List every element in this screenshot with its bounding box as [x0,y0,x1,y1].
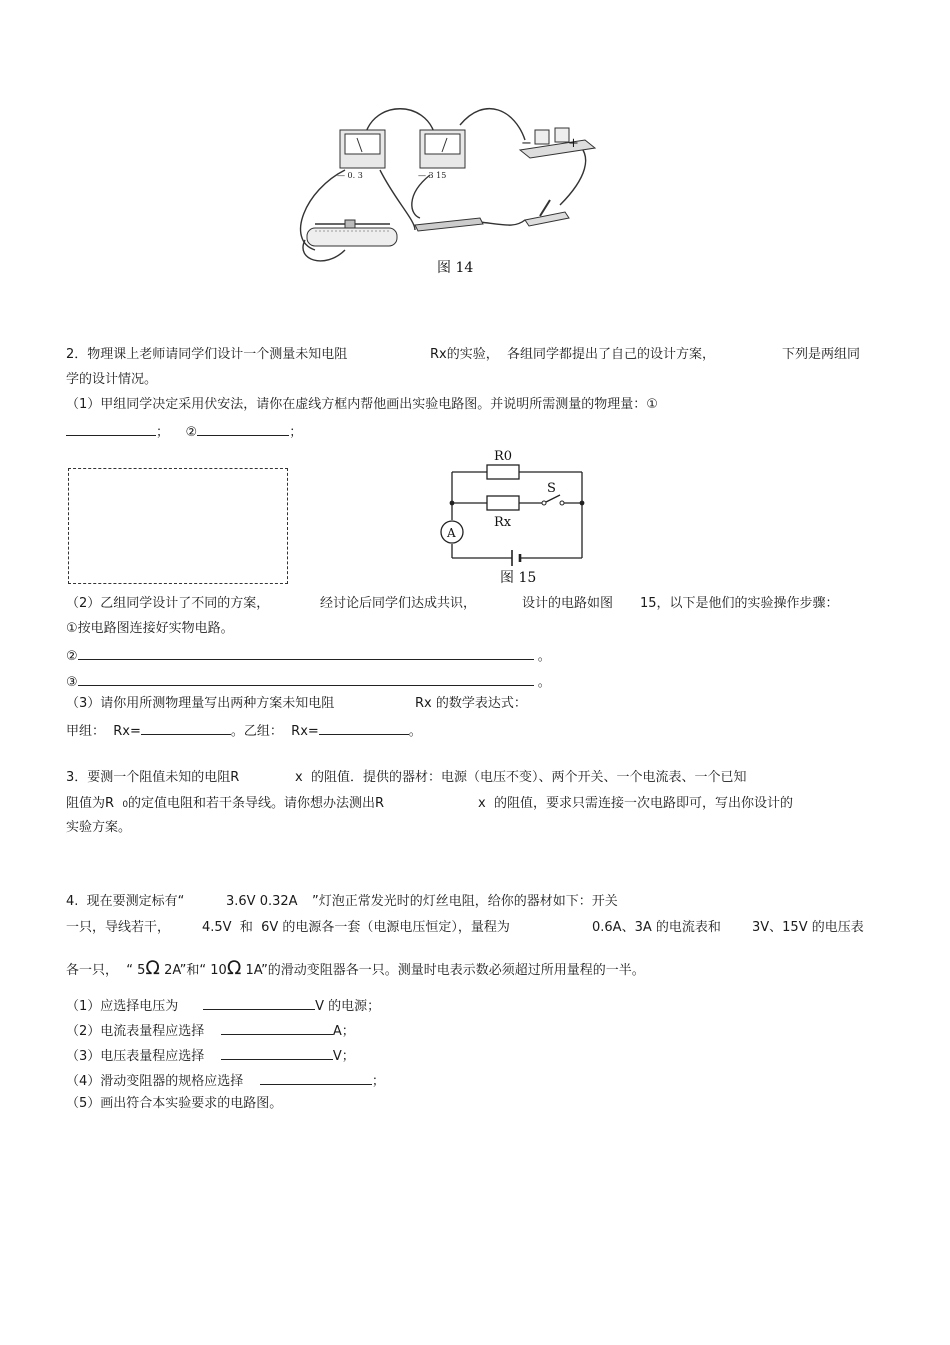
blank-step-2[interactable] [78,646,534,660]
blank-voltmeter-range[interactable] [221,1046,333,1060]
blank-group-b[interactable] [319,721,409,735]
omega-symbol-2: Ω [226,957,242,979]
q4-line3g: ”的滑动变阻器各一只。测量时电表示数必须超过所用量程的一半。 [261,963,645,978]
q3-line2a: 阻值为R [66,796,123,811]
q4-item3 [66,1046,355,1065]
q3-line1b: x 的阻值．提供的器材：电源（电压不变）、两个开关、一个电流表、一个已知 [295,770,747,785]
q4-item3-label: （3）电压表量程应选择 [66,1049,205,1064]
figure-15-circuit-diagram [432,440,597,590]
q4-item1-label: （1）应选择电压为 [66,999,179,1014]
q4-line1b: 3.6V 0.32A [226,894,298,909]
blank-step-3[interactable] [78,672,534,686]
step2-mark: ② [66,649,78,664]
label-r0: R0 [494,449,513,464]
q4-line1c: ”灯泡正常发光时的灯丝电阻，给你的器材如下：开关 [312,894,618,909]
step2-end: 。 [537,649,551,664]
svg-text:+: + [568,136,579,151]
q3-line1a: 3．要测一个阻值未知的电阻R [66,770,240,785]
q4-item4-label: （4）滑动变阻器的规格应选择 [66,1074,244,1089]
group-b-end: 。 [408,724,422,739]
figure-14-caption: 图 14 [437,260,474,276]
q4-line3 [66,958,645,981]
q2-expressions [66,721,422,740]
blank-quantity-2[interactable] [197,422,289,436]
answer-drawing-box[interactable] [68,468,288,584]
figure-14-apparatus-sketch [285,100,605,280]
label-rx: Rx [494,515,512,530]
figure-15-caption: 图 15 [500,570,537,586]
q4-line2d: 3V、15V 的电压表 [752,920,864,935]
q2-line2: 学的设计情况。 [66,372,158,387]
q2-part2a: （2）乙组同学设计了不同的方案， [66,596,270,611]
blank-rheostat-spec[interactable] [260,1071,372,1085]
meter1-scale: — 0. 3 [337,171,363,180]
q4-item2-label: （2）电流表量程应选择 [66,1024,205,1039]
omega-symbol-1: Ω [145,957,160,979]
q2-part1-blanks [66,422,302,441]
q2-step2 [66,646,551,665]
q4-item4 [66,1071,385,1090]
svg-text:−: − [521,136,532,151]
q2-step3 [66,672,551,691]
blank-end-2: ； [289,425,303,440]
q3-line2c: 的定值电阻和若干条导线。请你想办法测出R [128,796,385,811]
q4-item4-end: ； [371,1074,385,1089]
q3-subscript-0: 0 [122,800,129,810]
q2-part1: （1）甲组同学决定采用伏安法，请你在虚线方框内帮他画出实验电路图。并说明所需测量的物理量：① [66,397,658,412]
q4-item2-unit: A； [332,1024,355,1039]
blank-group-a[interactable] [141,721,231,735]
q4-line2c: 0.6A、3A 的电流表和 [592,920,721,935]
blank-mark-2: ② [185,425,198,440]
step3-mark: ③ [66,675,78,690]
q2-part2d: 15，以下是他们的实验操作步骤： [640,596,839,611]
blank-ammeter-range[interactable] [221,1021,333,1035]
q3-line2d: x 的阻值，要求只需连接一次电路即可，写出你设计的 [478,796,793,811]
q4-line3f: 1A [245,963,262,978]
q2-part3a: （3）请你用所测物理量写出两种方案未知电阻 [66,696,335,711]
q3-line3: 实验方案。 [66,820,132,835]
q4-item5: （5）画出符合本实验要求的电路图。 [66,1096,283,1111]
group-a-label: 甲组： Rx= [66,724,141,739]
q4-line1a: 4. 现在要测定标有“ [66,894,185,909]
label-switch: S [547,481,556,496]
q4-line3d: ”和“ [179,963,207,978]
q4-item1 [66,996,380,1015]
q4-line3a: 各一只， “ [66,963,133,978]
q4-line3c: 2A [164,963,180,978]
meter2-scale: — 3 15 [418,171,447,180]
q2-line1a: 2．物理课上老师请同学们设计一个测量未知电阻 [66,347,348,362]
q2-part2c: 设计的电路如图 [522,596,614,611]
blank-quantity-1[interactable] [66,422,156,436]
q2-part3b: Rx 的数学表达式： [415,696,527,711]
q4-line2b: 4.5V 和 6V 的电源各一套（电源电压恒定），量程为 [202,920,510,935]
label-ammeter: A [447,526,456,540]
q4-item1-unit: V 的电源； [315,999,381,1014]
q4-item3-unit: V； [332,1049,355,1064]
q4-line3e: 10 [210,963,227,978]
q2-part2b: 经讨论后同学们达成共识， [320,596,477,611]
q4-line2a: 一只，导线若干， [66,920,171,935]
q2-line1b: Rx的实验， 各组同学都提出了自己的设计方案， [430,347,715,362]
blank-end-1: ； [156,425,170,440]
q4-line3b: 5 [137,963,146,978]
q2-line1c: 下列是两组同 [782,347,861,362]
step3-end: 。 [537,675,551,690]
q2-step1: ①按电路图连接好实物电路。 [66,621,234,636]
q4-item2 [66,1021,355,1040]
blank-voltage-source[interactable] [203,996,315,1010]
group-b-label: 。乙组： Rx= [230,724,319,739]
q3-line2 [66,796,384,813]
